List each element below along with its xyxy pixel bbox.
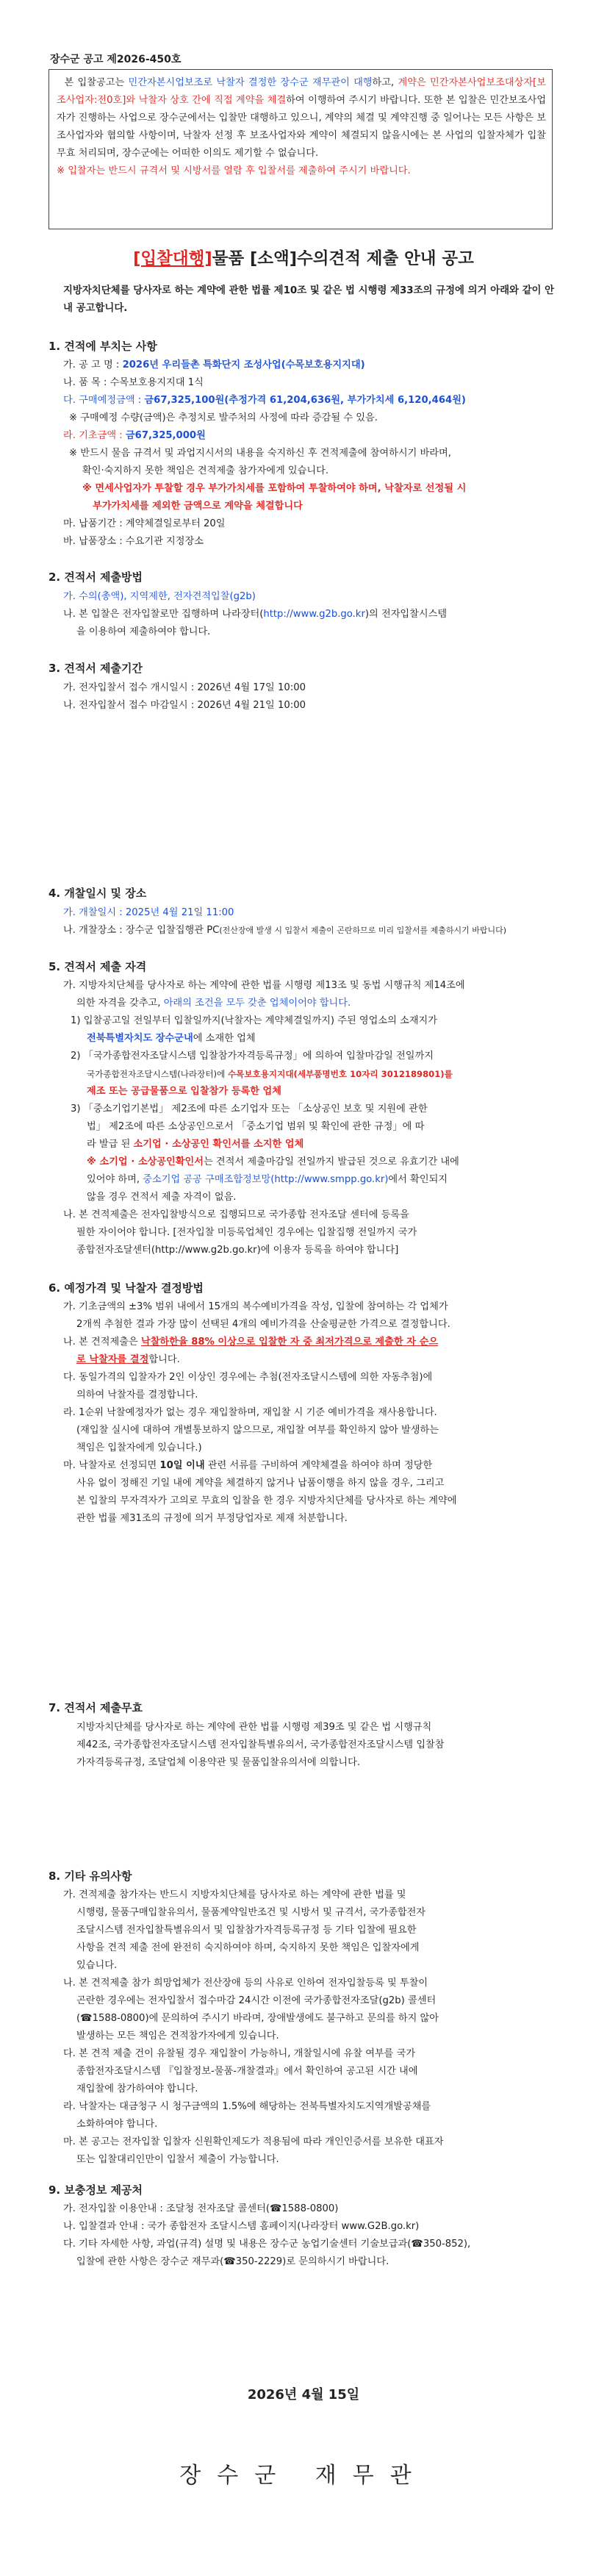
s6-e-post: 관련 서류를 구비하여 계약체결을 하여야 하며 정당한 <box>204 1460 433 1471</box>
s6-b-highlight: 낙찰하한율 88% 이상으로 입찰한 자 중 최저가격으로 제출한 자 순으 <box>140 1337 439 1348</box>
s9-item-a: 가. 전자입찰 이용안내 : 조달청 전자조달 콜센터(☎1588-0800) <box>63 2203 339 2214</box>
s5-i3e-post: 에서 확인되지 <box>388 1174 448 1185</box>
s6-e-bold: 10일 이내 <box>159 1460 205 1471</box>
s2-item-b-cont: 을 이용하여 제출하여야 합니다. <box>76 626 211 637</box>
s5-i3e-highlight: 중소기업 공공 구매조합정보망 <box>143 1174 271 1185</box>
s8-d-line-2: 소화하여야 합니다. <box>76 2119 158 2130</box>
s1-item-d <box>63 427 206 445</box>
s6-e-line-4: 관한 법률 제31조의 규정에 의거 부정당업자로 제재 처분합니다. <box>76 1513 348 1524</box>
s1-item-f: 바. 납품장소 : 수요기관 지정장소 <box>63 536 204 547</box>
s1-a-label: 가. 공 고 명 : <box>63 359 120 371</box>
s5-a2-highlight: 아래의 조건을 모두 갖춘 업체이어야 합니다. <box>163 998 351 1009</box>
s6-e-line-3: 본 입찰의 무자격자가 고의로 무효의 입찰을 한 경우 지방자치단체를 당사자로 하는 계약에 <box>76 1495 457 1506</box>
s5-i3-note <box>87 1153 459 1171</box>
s8-d-line-1: 라. 낙찰자는 대금청구 시 청구금액의 1.5%에 해당하는 전북특별자치도지역개발공채를 <box>63 2101 431 2112</box>
s9-item-c-2: 입찰에 관한 사항은 장수군 재무과(☎350-2229)로 문의하시기 바랍니다. <box>76 2256 389 2267</box>
s1-d-note-2: 확인·숙지하지 못한 책임은 견적제출 참가자에게 있습니다. <box>82 465 329 476</box>
s6-b-highlight-2: 로 낙찰자를 결정 <box>76 1354 149 1365</box>
intro-text-3: 하여 이행하여 주시기 바랍니다. 또한 본 입찰은 민간보조사업자가 진행하는 사업으로 장수군에서는 입찰만 대행하고 있으니, 계약의 체결 및 계약진행 중 일어나는 모든 사항은 보조사업자와 협의할 사항이며, 낙찰자 선정 후 보조사업자와 계약이 체결되지 않을시에는 본 사업의 입찰자체가 입찰무효 처리되며, 장수군에는 어떠한 이의도 제기할 수 없습니다. <box>57 95 546 159</box>
s5-i1-highlight: 전북특별자치도 장수군내 <box>87 1033 193 1044</box>
s8-a-line-1: 가. 견적제출 참가자는 반드시 지방자치단체를 당사자로 하는 계약에 관한 법률 및 <box>63 1889 406 1900</box>
s5-i3d-text: 는 견적서 제출마감일 전일까지 발급된 것으로 유효기간 내에 <box>204 1156 459 1167</box>
notice-number: 장수군 공고 제2026-450호 <box>50 54 182 65</box>
s6-e-line-1 <box>63 1457 432 1475</box>
s5-a2-text: 의한 자격을 갖추고, <box>76 998 164 1009</box>
page-title <box>0 246 607 269</box>
section-1-heading: 1. 견적에 부치는 사항 <box>49 340 157 353</box>
s8-e-line-1: 마. 본 공고는 전자입찰 입찰자 신원확인제도가 적용됨에 따라 개인인증서를 보유한 대표자 <box>63 2136 444 2147</box>
s5-a-line-1: 가. 지방자치단체를 당사자로 하는 계약에 관한 법률 시행령 제13조 및 동법 시행규칙 제14조에 <box>63 980 465 991</box>
s5-i3-note-3: 않을 경우 견적서 제출 자격이 없음. <box>87 1192 237 1203</box>
s8-b-line-4: 발생하는 모든 책임은 견적참가자에게 있습니다. <box>76 2031 279 2042</box>
s5-i2-text: 국가종합전자조달시스템(나라장터)에 <box>87 1069 228 1079</box>
section-7-heading: 7. 견적서 제출무효 <box>49 1701 143 1714</box>
s5-b-line-1: 나. 본 견적제출은 전자입찰방식으로 집행되므로 국가종합 전자조달 센터에 등록을 <box>63 1209 409 1220</box>
s5-i2-highlight: 수목보호용지지대(세부품명번호 10자리 3012189801)를 <box>227 1069 453 1079</box>
smpp-link[interactable]: (http://www.smpp.go.kr) <box>270 1174 389 1185</box>
s5-i3d-highlight: ※ 소기업 · 소상공인확인서 <box>87 1156 204 1167</box>
intro-text-1: 본 입찰공고는 <box>64 77 129 88</box>
s6-d-line-1: 라. 1순위 낙찰예정자가 없는 경우 재입찰하며, 재입찰 시 기준 예비가격을 재사용합니다. <box>63 1407 437 1418</box>
s6-b-post: 합니다. <box>148 1354 180 1365</box>
s1-a-value: 2026년 우리들촌 특화단지 조성사업(수목보호용지지대) <box>122 359 365 371</box>
s8-c-line-3: 재입찰에 참가하여야 합니다. <box>76 2083 198 2094</box>
section-8-heading: 8. 기타 유의사항 <box>49 1870 132 1883</box>
s5-i1-cont <box>87 1030 256 1048</box>
s9-item-b: 나. 입찰결과 안내 : 국가 종합전자 조달시스템 홈페이지(나라장터 www.G2B.go.kr) <box>63 2221 420 2232</box>
s5-i2-cont-2: 제조 또는 공급물품으로 입찰참가 등록한 업체 <box>87 1086 281 1097</box>
g2b-link[interactable]: http://www.g2b.go.kr <box>263 609 365 620</box>
s8-e-line-2: 또는 입찰대리인만이 입찰서 제출이 가능합니다. <box>76 2154 279 2165</box>
s8-a-line-4: 사항을 견적 제출 전에 완전히 숙지하여야 하며, 숙지하지 못한 책임은 입찰자에게 <box>76 1942 420 1953</box>
s4-b-note: (전산장애 발생 시 입찰서 제출이 곤란하므로 미리 입찰서를 제출하시기 바랍니다) <box>219 926 507 935</box>
s1-d-warning-2: 부가가치세를 제외한 금액으로 계약을 체결합니다 <box>93 501 303 512</box>
s5-i2-cont <box>87 1065 453 1083</box>
section-4-heading: 4. 개찰일시 및 장소 <box>49 887 147 900</box>
s5-i3: 3) 「중소기업기본법」 제2조에 따른 소기업자 또는 「소상공인 보호 및 지원에 관한 <box>71 1103 428 1115</box>
s6-e-text: 마. 낙찰자로 선정되면 <box>63 1460 160 1471</box>
s1-c-note: ※ 구매예정 수량(금액)은 추정치로 발주처의 사정에 따라 증감될 수 있음. <box>69 412 378 423</box>
title-main: 물품 [소액]수의견적 제출 안내 공고 <box>212 249 474 268</box>
s8-a-line-5: 있습니다. <box>76 1960 118 1971</box>
s6-d-line-3: 책임은 입찰자에게 있습니다.) <box>76 1442 202 1453</box>
s5-i1-text: 에 소재한 업체 <box>193 1033 256 1044</box>
section-5-heading: 5. 견적서 제출 자격 <box>49 960 147 973</box>
s8-a-line-3: 조달시스템 전자입찰특별유의서 및 입찰참가자격등록규정 등 기타 입찰에 필요한 <box>76 1925 417 1936</box>
lead-text: 지방자치단체를 당사자로 하는 계약에 관한 법률 제10조 및 같은 법 시행령 제33조의 규정에 의거 아래와 같이 안내 공고합니다. <box>63 285 555 314</box>
s8-c-line-2: 종합전자조달시스템 『입찰정보-물품-개찰결과』에서 확인하여 공고된 시간 내에 <box>76 2066 418 2077</box>
s1-item-b: 나. 품 목 : 수목보호용지지대 1식 <box>63 377 204 388</box>
s6-c-line-2: 의하여 낙찰자를 결정합니다. <box>76 1389 198 1400</box>
s2-item-a: 가. 수의(총액), 지역제한, 전자견적입찰(g2b) <box>63 591 256 602</box>
issuing-organization: 장수군 재무관 <box>179 2463 428 2489</box>
s5-i3-cont-2 <box>87 1136 304 1153</box>
s6-b-text: 나. 본 견적제출은 <box>63 1337 141 1348</box>
s8-b-line-1: 나. 본 견적제출 참가 희망업체가 전산장애 등의 사유로 인하여 전자입찰등록 및 투찰이 <box>63 1978 428 1989</box>
s5-i3e-text: 있어야 하며, <box>87 1174 143 1185</box>
s7-line-1: 지방자치단체를 당사자로 하는 계약에 관한 법률 시행령 제39조 및 같은 법 시행규칙 <box>76 1722 432 1733</box>
s5-i3c-highlight: 소기업 · 소상공인 확인서를 소지한 업체 <box>133 1139 304 1150</box>
intro-warning: ※ 입찰자는 반드시 규격서 및 시방서를 열람 후 입찰서를 제출하여 주시기 바랍니다. <box>57 165 411 176</box>
s1-item-a <box>63 357 365 374</box>
s1-c-value: 금67,325,100원(추정가격 61,204,636원, 부가가치세 6,120,464원) <box>144 395 466 406</box>
s6-a-line-1: 가. 기초금액의 ±3% 범위 내에서 15개의 복수예비가격을 작성, 입찰에 참여하는 각 업체가 <box>63 1301 448 1312</box>
s1-c-label: 다. 구매예정금액 : <box>63 395 142 406</box>
s6-e-line-2: 사유 없이 정해진 기일 내에 계약을 체결하지 않거나 납품이행을 하지 않을 경우, 그리고 <box>76 1478 445 1489</box>
s2-b-text: 나. 본 입찰은 전자입찰로만 집행하며 나라장터( <box>63 609 264 620</box>
s4-item-a: 가. 개찰일시 : 2025년 4월 21일 11:00 <box>63 907 234 918</box>
s5-i1: 1) 입찰공고일 전일부터 입찰일까지(낙찰자는 계약체결일까지) 주된 영업소의 소재지가 <box>71 1015 438 1026</box>
s6-a-line-2: 2개씩 추첨한 결과 가장 많이 선택된 4개의 예비가격을 산술평균한 가격으로 결정합니다. <box>76 1319 450 1330</box>
s1-item-c <box>63 392 466 409</box>
s7-line-2: 제42조, 국가종합전자조달시스템 전자입찰특별유의서, 국가종합전자조달시스템 입찰참 <box>76 1739 445 1750</box>
s5-i3-note-2 <box>87 1171 448 1189</box>
s8-b-line-2: 곤란한 경우에는 전자입찰서 접수마감 24시간 이전에 국가종합전자조달(g2b) 콜센터 <box>76 1995 437 2006</box>
s1-item-e: 마. 납품기간 : 계약체결일로부터 20일 <box>63 518 226 529</box>
s6-d-line-2: (재입찰 실시에 대하여 개별통보하지 않으므로, 재입찰 여부를 확인하지 않아 발생하는 <box>76 1425 439 1436</box>
s5-i3-cont: 법」 제2조에 따른 소상공인으로서 「중소기업 범위 및 확인에 관한 규정」에 따 <box>87 1121 425 1132</box>
s5-b-line-3: 종합전자조달센터(http://www.g2b.go.kr)에 이용자 등록을 하여야 합니다] <box>76 1245 399 1256</box>
s6-c-line-1: 다. 동일가격의 입찰자가 2인 이상인 경우에는 추첨(전자조달시스템에 의한 자동추첨)에 <box>63 1372 433 1383</box>
s9-item-c-1: 다. 기타 자세한 사항, 과업(규격) 설명 및 내용은 장수군 농업기술센터 기술보급과(☎350-852), <box>63 2239 471 2250</box>
s6-b-line-2 <box>76 1351 180 1369</box>
s2-b-text-2: )의 전자입찰시스템 <box>364 609 448 620</box>
intro-text-2: 하고, <box>372 77 398 88</box>
s4-b-label: 나. 개찰장소 : 장수군 입찰집행관 PC <box>63 925 220 936</box>
s1-d-label: 라. 기초금액 : <box>63 430 123 441</box>
s8-c-line-1: 다. 본 견적 제출 건이 유찰될 경우 재입찰이 가능하니, 개찰일시에 유찰 여부를 국가 <box>63 2048 416 2059</box>
s4-item-b <box>63 922 506 940</box>
section-9-heading: 9. 보충정보 제공처 <box>49 2183 143 2197</box>
section-3-heading: 3. 견적서 제출기간 <box>49 662 143 675</box>
intro-highlight-1: 민간자본시업보조로 낙찰자 결정한 장수군 재무관이 대행 <box>128 77 373 88</box>
s3-item-b: 나. 전자입찰서 접수 마감일시 : 2026년 4월 21일 10:00 <box>63 700 306 711</box>
section-6-heading: 6. 예정가격 및 낙찰자 결정방법 <box>49 1281 204 1295</box>
s7-line-3: 가자격등록규정, 조달업체 이용약관 및 물품입찰유의서에 의합니다. <box>76 1757 361 1768</box>
s1-d-value: 금67,325,000원 <box>125 430 206 441</box>
s8-b-line-3: (☎1588-0800)에 문의하여 주시기 바라며, 장애발생에도 불구하고 문의를 하지 않아 <box>76 2013 439 2024</box>
s5-i3c-text: 라 발급 된 <box>87 1139 134 1150</box>
s2-item-b <box>63 606 447 623</box>
s1-d-warning-1: ※ 면세사업자가 투찰할 경우 부가가치세를 포함하여 투찰하여야 하며, 낙찰자로 선정될 시 <box>82 483 467 494</box>
s1-d-note-1: ※ 반드시 물음 규격서 및 과업지시서의 내용을 숙지하신 후 견적제출에 참여하시기 바라며, <box>69 448 451 459</box>
s5-b-line-2: 필한 자이어야 합니다. [전자입찰 미등록업체인 경우에는 입찰집행 전일까지 국가 <box>76 1227 417 1238</box>
s5-a-line-2 <box>76 995 351 1012</box>
s6-b-line-1 <box>63 1334 438 1351</box>
section-2-heading: 2. 견적서 제출방법 <box>49 570 143 584</box>
notice-date: 2026년 4월 15일 <box>247 2387 360 2403</box>
s3-item-a: 가. 전자입찰서 접수 개시일시 : 2026년 4월 17일 10:00 <box>63 682 306 693</box>
intro-box <box>49 69 553 229</box>
s8-a-line-2: 시행령, 물품구매입찰유의서, 물품계약일반조건 및 시방서 및 규격서, 국가종합전자 <box>76 1907 426 1918</box>
s5-i2: 2) 「국가종합전자조달시스템 입찰참가자격등록규정」에 의하여 입찰마감일 전일까지 <box>71 1051 434 1062</box>
title-prefix: [입찰대행] <box>133 249 212 268</box>
intro-highlight-2: 계약은 민간자본사업보조대상자[보조사업자:전0호]와 낙찰자 상호 간에 직접 계약을 체결 <box>57 77 546 106</box>
